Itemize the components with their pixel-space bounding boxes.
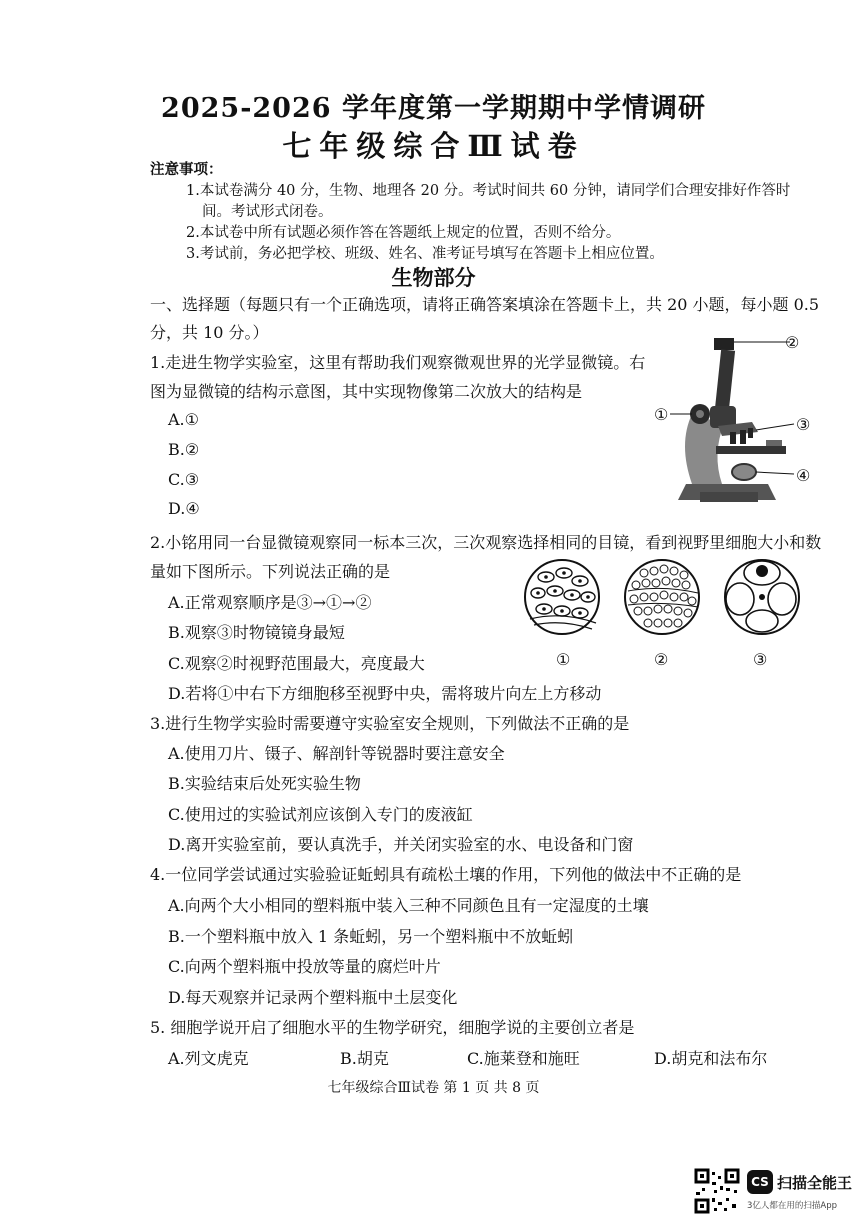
microscope-label-3: ③ <box>796 415 811 434</box>
q2-stem-cont: 量如下图所示。下列说法正确的是 <box>150 562 391 581</box>
q3-option-a: A.使用刀片、镊子、解剖针等锐器时要注意安全 <box>168 744 505 763</box>
q2-option-d: D.若将①中右下方细胞移至视野中央，需将玻片向左上方移动 <box>168 684 602 703</box>
field-label-2: ② <box>654 650 669 669</box>
field-of-view-3 <box>722 557 802 637</box>
notice-item-1: 1.本试卷满分 40 分，生物、地理各 20 分。考试时间共 60 分钟，请同学们合理安排好作答时 <box>186 183 791 199</box>
microscope-label-4: ④ <box>796 466 811 485</box>
microscope-stage <box>716 446 786 454</box>
q4-option-a: A.向两个大小相同的塑料瓶中装入三种不同颜色且有一定湿度的土壤 <box>168 896 649 915</box>
part1-heading-cont: 分，共 10 分。） <box>150 323 269 342</box>
q5-stem: 5. 细胞学说开启了细胞水平的生物学研究，细胞学说的主要创立者是 <box>150 1018 635 1037</box>
exam-title: 2025-2026 学年度第一学期期中学情调研 <box>161 93 706 124</box>
exam-subtitle: 七年级综合Ⅲ试卷 <box>282 129 585 163</box>
q4-option-b: B.一个塑料瓶中放入 1 条蚯蚓，另一个塑料瓶中不放蚯蚓 <box>168 927 574 946</box>
microscope-label-1: ① <box>654 405 669 424</box>
field-of-view-2 <box>622 557 702 637</box>
field-label-3: ③ <box>753 650 768 669</box>
notice-heading: 注意事项： <box>150 161 223 178</box>
notice-item-1-cont: 间。考试形式闭卷。 <box>202 204 333 220</box>
q5-option-c: C.施莱登和施旺 <box>467 1049 580 1068</box>
cs-logo-icon <box>747 1170 773 1194</box>
q1-option-d: D.④ <box>168 499 200 518</box>
q3-stem: 3.进行生物学实验时需要遵守实验室安全规则，下列做法不正确的是 <box>150 714 630 733</box>
q5-option-b: B.胡克 <box>340 1049 389 1068</box>
microscope-figure <box>648 334 818 510</box>
q4-option-c: C.向两个塑料瓶中投放等量的腐烂叶片 <box>168 957 441 976</box>
q1-stem: 1.走进生物学实验室，这里有帮助我们观察微观世界的光学显微镜。右 <box>150 353 646 372</box>
notice-item-2: 2.本试卷中所有试题必须作答在答题纸上规定的位置，否则不给分。 <box>186 225 621 241</box>
q1-stem-cont: 图为显微镜的结构示意图，其中实现物像第二次放大的结构是 <box>150 382 583 401</box>
cs-logo-text: CS <box>751 1175 769 1189</box>
q2-option-b: B.观察③时物镜镜身最短 <box>168 623 345 642</box>
q3-option-c: C.使用过的实验试剂应该倒入专门的废液缸 <box>168 805 473 824</box>
q1-option-a: A.① <box>168 410 199 429</box>
q2-stem: 2.小铭用同一台显微镜观察同一标本三次，三次观察选择相同的目镜，看到视野里细胞大小和数 <box>150 533 822 552</box>
page-footer: 七年级综合Ⅲ试卷 第 1 页 共 8 页 <box>327 1080 540 1096</box>
qr-code-icon <box>694 1168 740 1214</box>
notice-item-3: 3.考试前，务必把学校、班级、姓名、准考证号填写在答题卡上相应位置。 <box>186 246 664 262</box>
q2-option-c: C.观察②时视野范围最大，亮度最大 <box>168 654 425 673</box>
section-title: 生物部分 <box>391 265 476 290</box>
microscope-objective <box>730 432 736 444</box>
q4-option-d: D.每天观察并记录两个塑料瓶中土层变化 <box>168 988 458 1007</box>
microscope-mirror <box>732 464 756 480</box>
q2-option-a: A.正常观察顺序是③→①→② <box>168 593 372 612</box>
q1-option-c: C.③ <box>168 470 200 489</box>
q5-option-a: A.列文虎克 <box>168 1049 249 1068</box>
q1-option-b: B.② <box>168 440 200 459</box>
field-of-view-1 <box>522 557 602 637</box>
scanner-tagline: 3亿人都在用的扫描App <box>747 1201 838 1211</box>
part1-heading: 一、选择题（每题只有一个正确选项，请将正确答案填涂在答题卡上，共 20 小题，每小题 0.5 <box>150 295 820 314</box>
field-label-1: ① <box>556 650 571 669</box>
q4-stem: 4.一位同学尝试通过实验验证蚯蚓具有疏松土壤的作用，下列他的做法中不正确的是 <box>150 865 742 884</box>
q5-option-d: D.胡克和法布尔 <box>654 1049 768 1068</box>
q3-option-d: D.离开实验室前，要认真洗手，并关闭实验室的水、电设备和门窗 <box>168 835 634 854</box>
microscope-label-2: ② <box>785 333 800 352</box>
scanner-brand: 扫描全能王 <box>777 1174 853 1192</box>
q3-option-b: B.实验结束后处死实验生物 <box>168 774 361 793</box>
microscope-eyepiece <box>714 338 734 350</box>
